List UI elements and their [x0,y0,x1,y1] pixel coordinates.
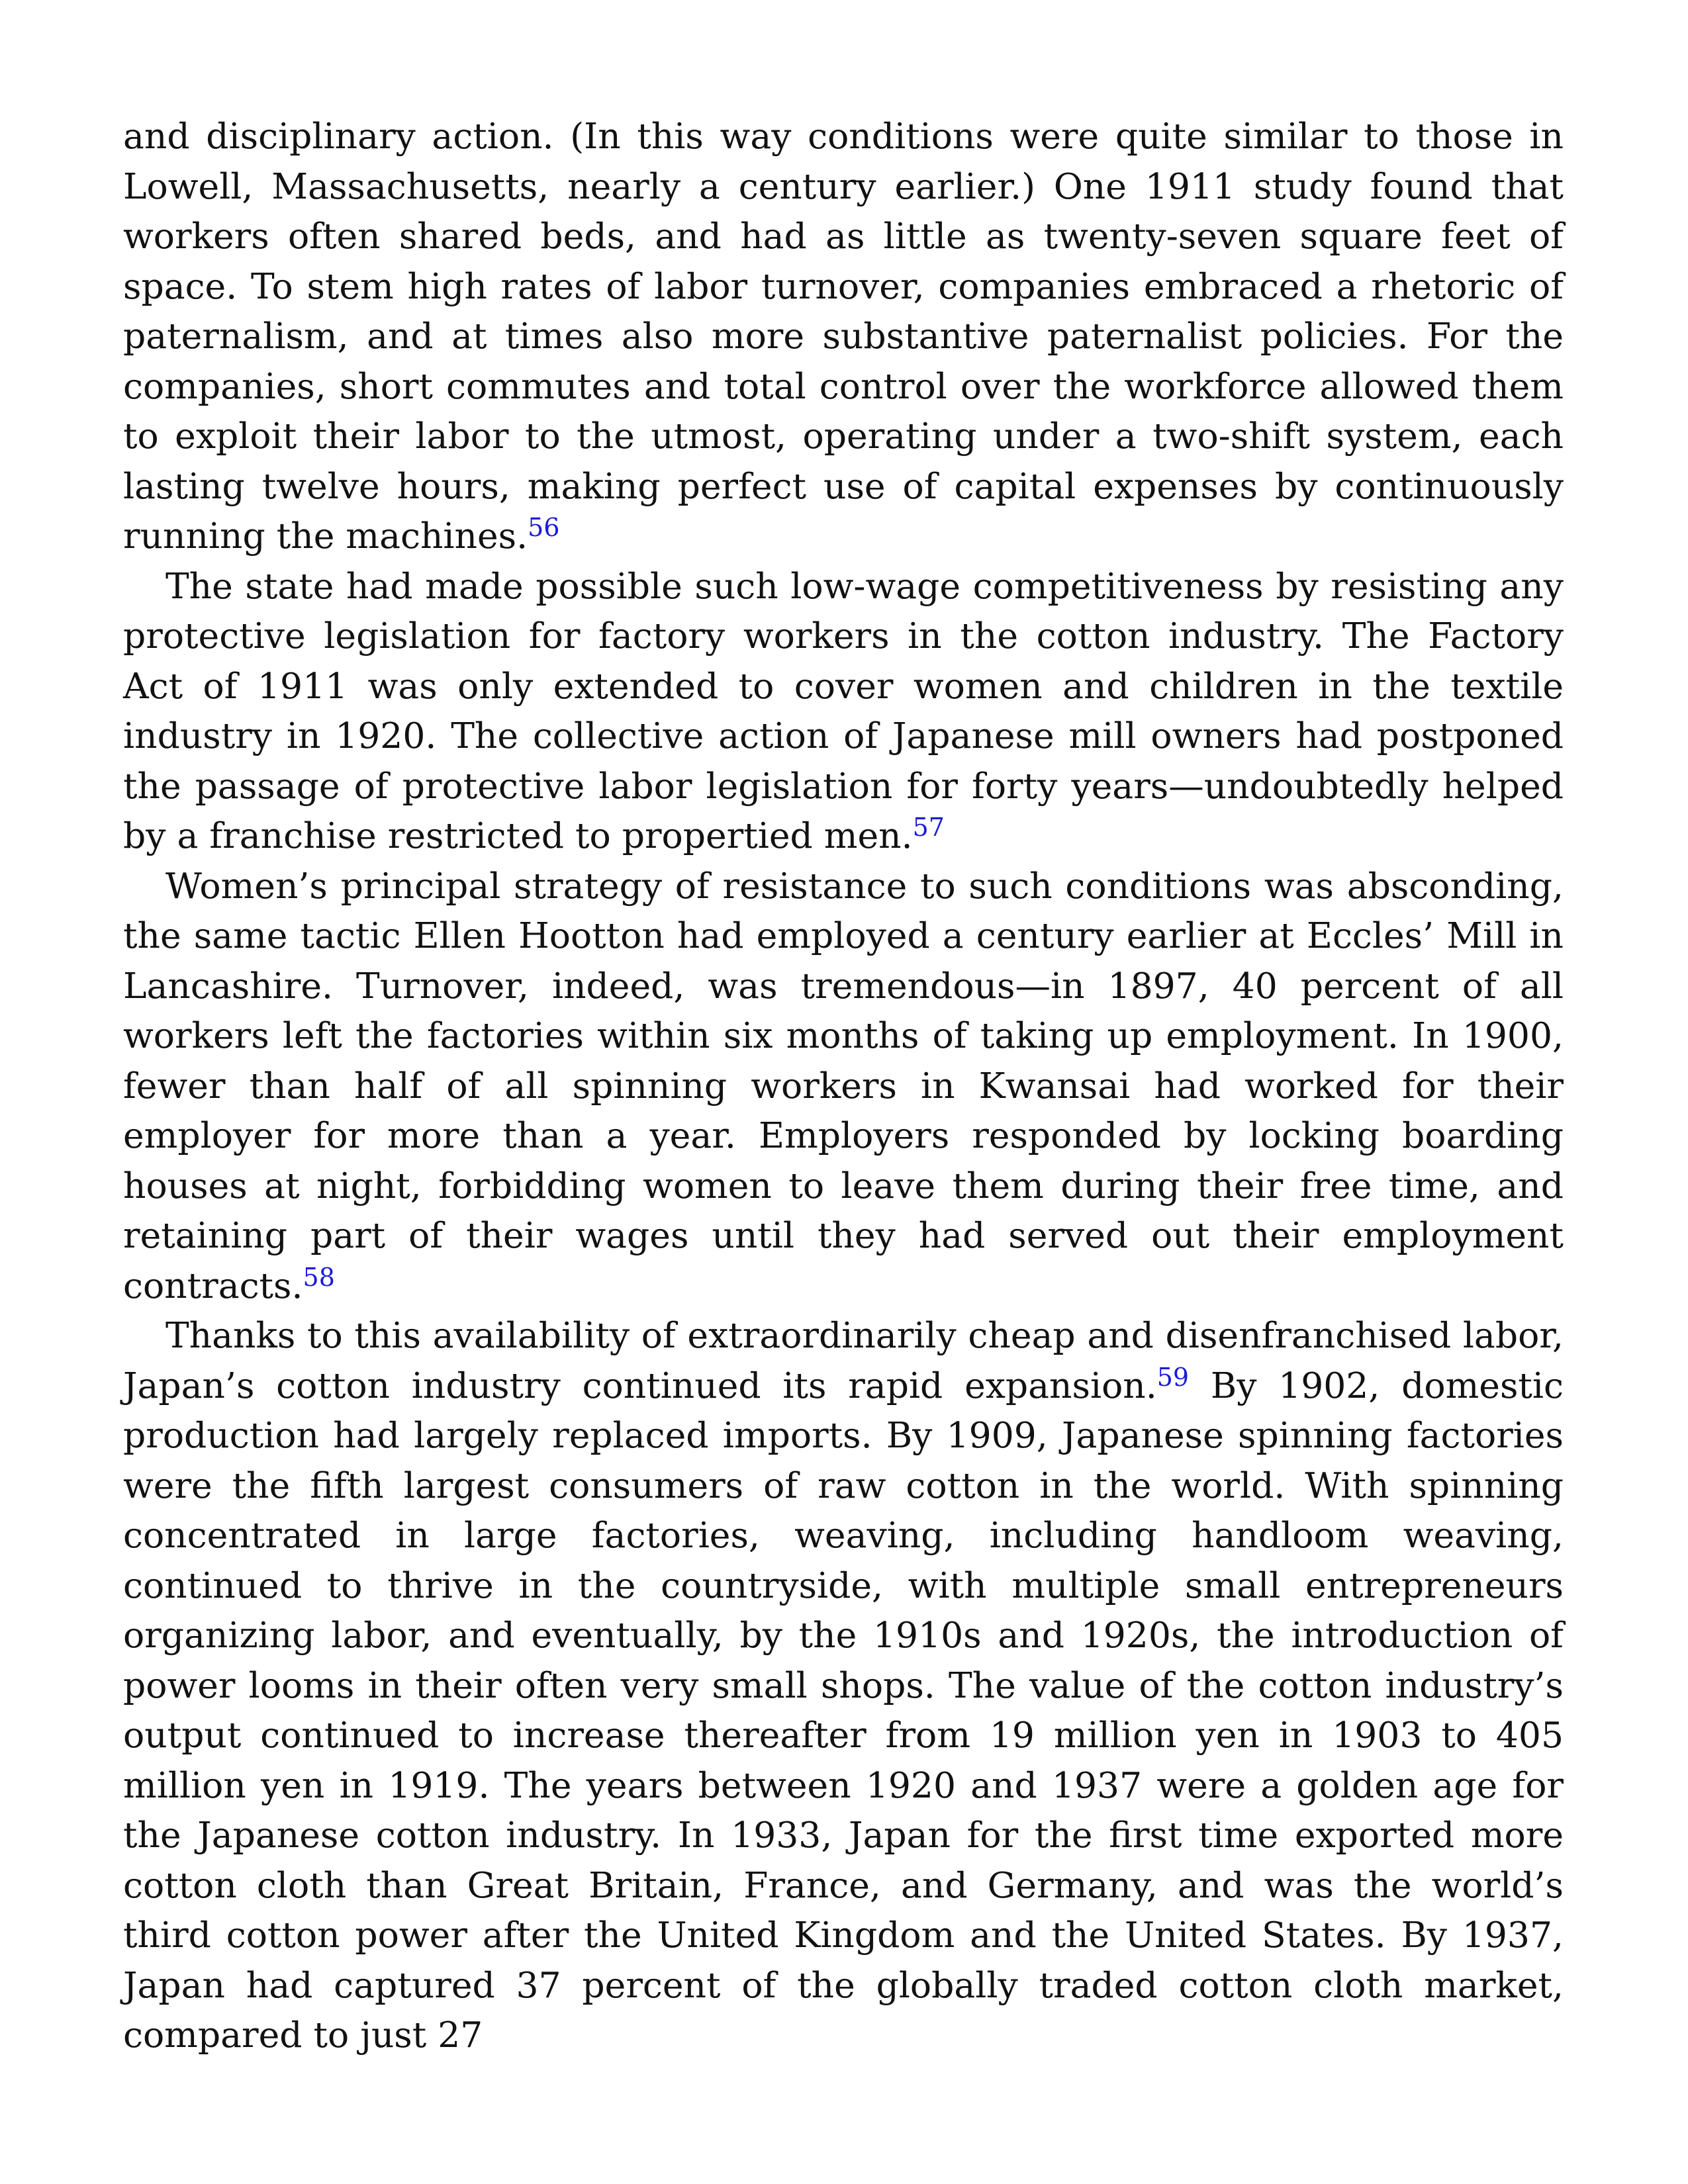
footnote-marker-57[interactable]: 57 [912,813,945,842]
paragraph-text-after: By 1902, domestic production had largely replaced imports. By 1909, Japanese spinning factories were the fifth largest consumers of raw cotton in the world. With spinning concentrated in large factories, weaving, including handloom weaving, continued to thrive in the countryside, with multiple small entrepreneurs organizing labor, and eventually, by the 1910s and 1920s, the introduction of power looms in their often very small shops. The value of the cotton industry’s output continued to increase thereafter from 19 million yen in 1903 to 405 million yen in 1919. The years between 1920 and 1937 were a golden age for the Japanese cotton industry. In 1933, Japan for the first time exported more cotton cloth than Great Britain, France, and Germany, and was the world’s third cotton power after the United Kingdom and the United States. By 1937, Japan had captured 37 percent of the globally traded cotton cloth market, compared to just 27 [123,1364,1564,2056]
footnote-marker-56[interactable]: 56 [528,513,560,542]
paragraph-text: The state had made possible such low-wage competitiveness by resisting any protective legislation for factory workers in the cotton industry. The Factory Act of 1911 was only extended to cover women and children in the textile industry in 1920. The collective action of Japanese mill owners had postponed the passage of protective labor legislation for forty years—undoubtedly helped by a franchise restricted to propertied men. [123,565,1564,856]
paragraph-text-before: Thanks to this availability of extraordinarily cheap and disenfranchised labor, Japan’s cotton industry continued its rapid expansion. [123,1314,1564,1406]
footnote-marker-58[interactable]: 58 [303,1262,335,1292]
footnote-marker-59[interactable]: 59 [1156,1362,1190,1392]
page-body [123,111,1564,2060]
paragraph-text: and disciplinary action. (In this way conditions were quite similar to those in Lowell, Massachusetts, nearly a century earlier.) One 1911 study found that workers often shared beds, and had as little as twenty-seven square feet of space. To stem high rates of labor turnover, companies embraced a rhetoric of paternalism, and at times also more substantive paternalist policies. For the companies, short commutes and total control over the workforce allowed them to exploit their labor to the utmost, operating under a two-shift system, each lasting twelve hours, making perfect use of capital expenses by continuously running the machines. [123,115,1564,557]
paragraph-expansion [123,1310,1564,2060]
paragraph-resistance [123,861,1564,1311]
paragraph-state-legislation [123,561,1564,861]
paragraph-text: Women’s principal strategy of resistance to such conditions was absconding, the same tactic Ellen Hootton had employed a century earlier at Eccles’ Mill in Lancashire. Turnover, indeed, was tremendous—in 1897, 40 percent of all workers left the factories within six months of taking up employment. In 1900, fewer than half of all spinning workers in Kwansai had worked for their employer for more than a year. Employers responded by locking boarding houses at night, forbidding women to leave them during their free time, and retaining part of their wages until they had served out their employment contracts. [123,864,1564,1306]
paragraph-continuation [123,111,1564,561]
